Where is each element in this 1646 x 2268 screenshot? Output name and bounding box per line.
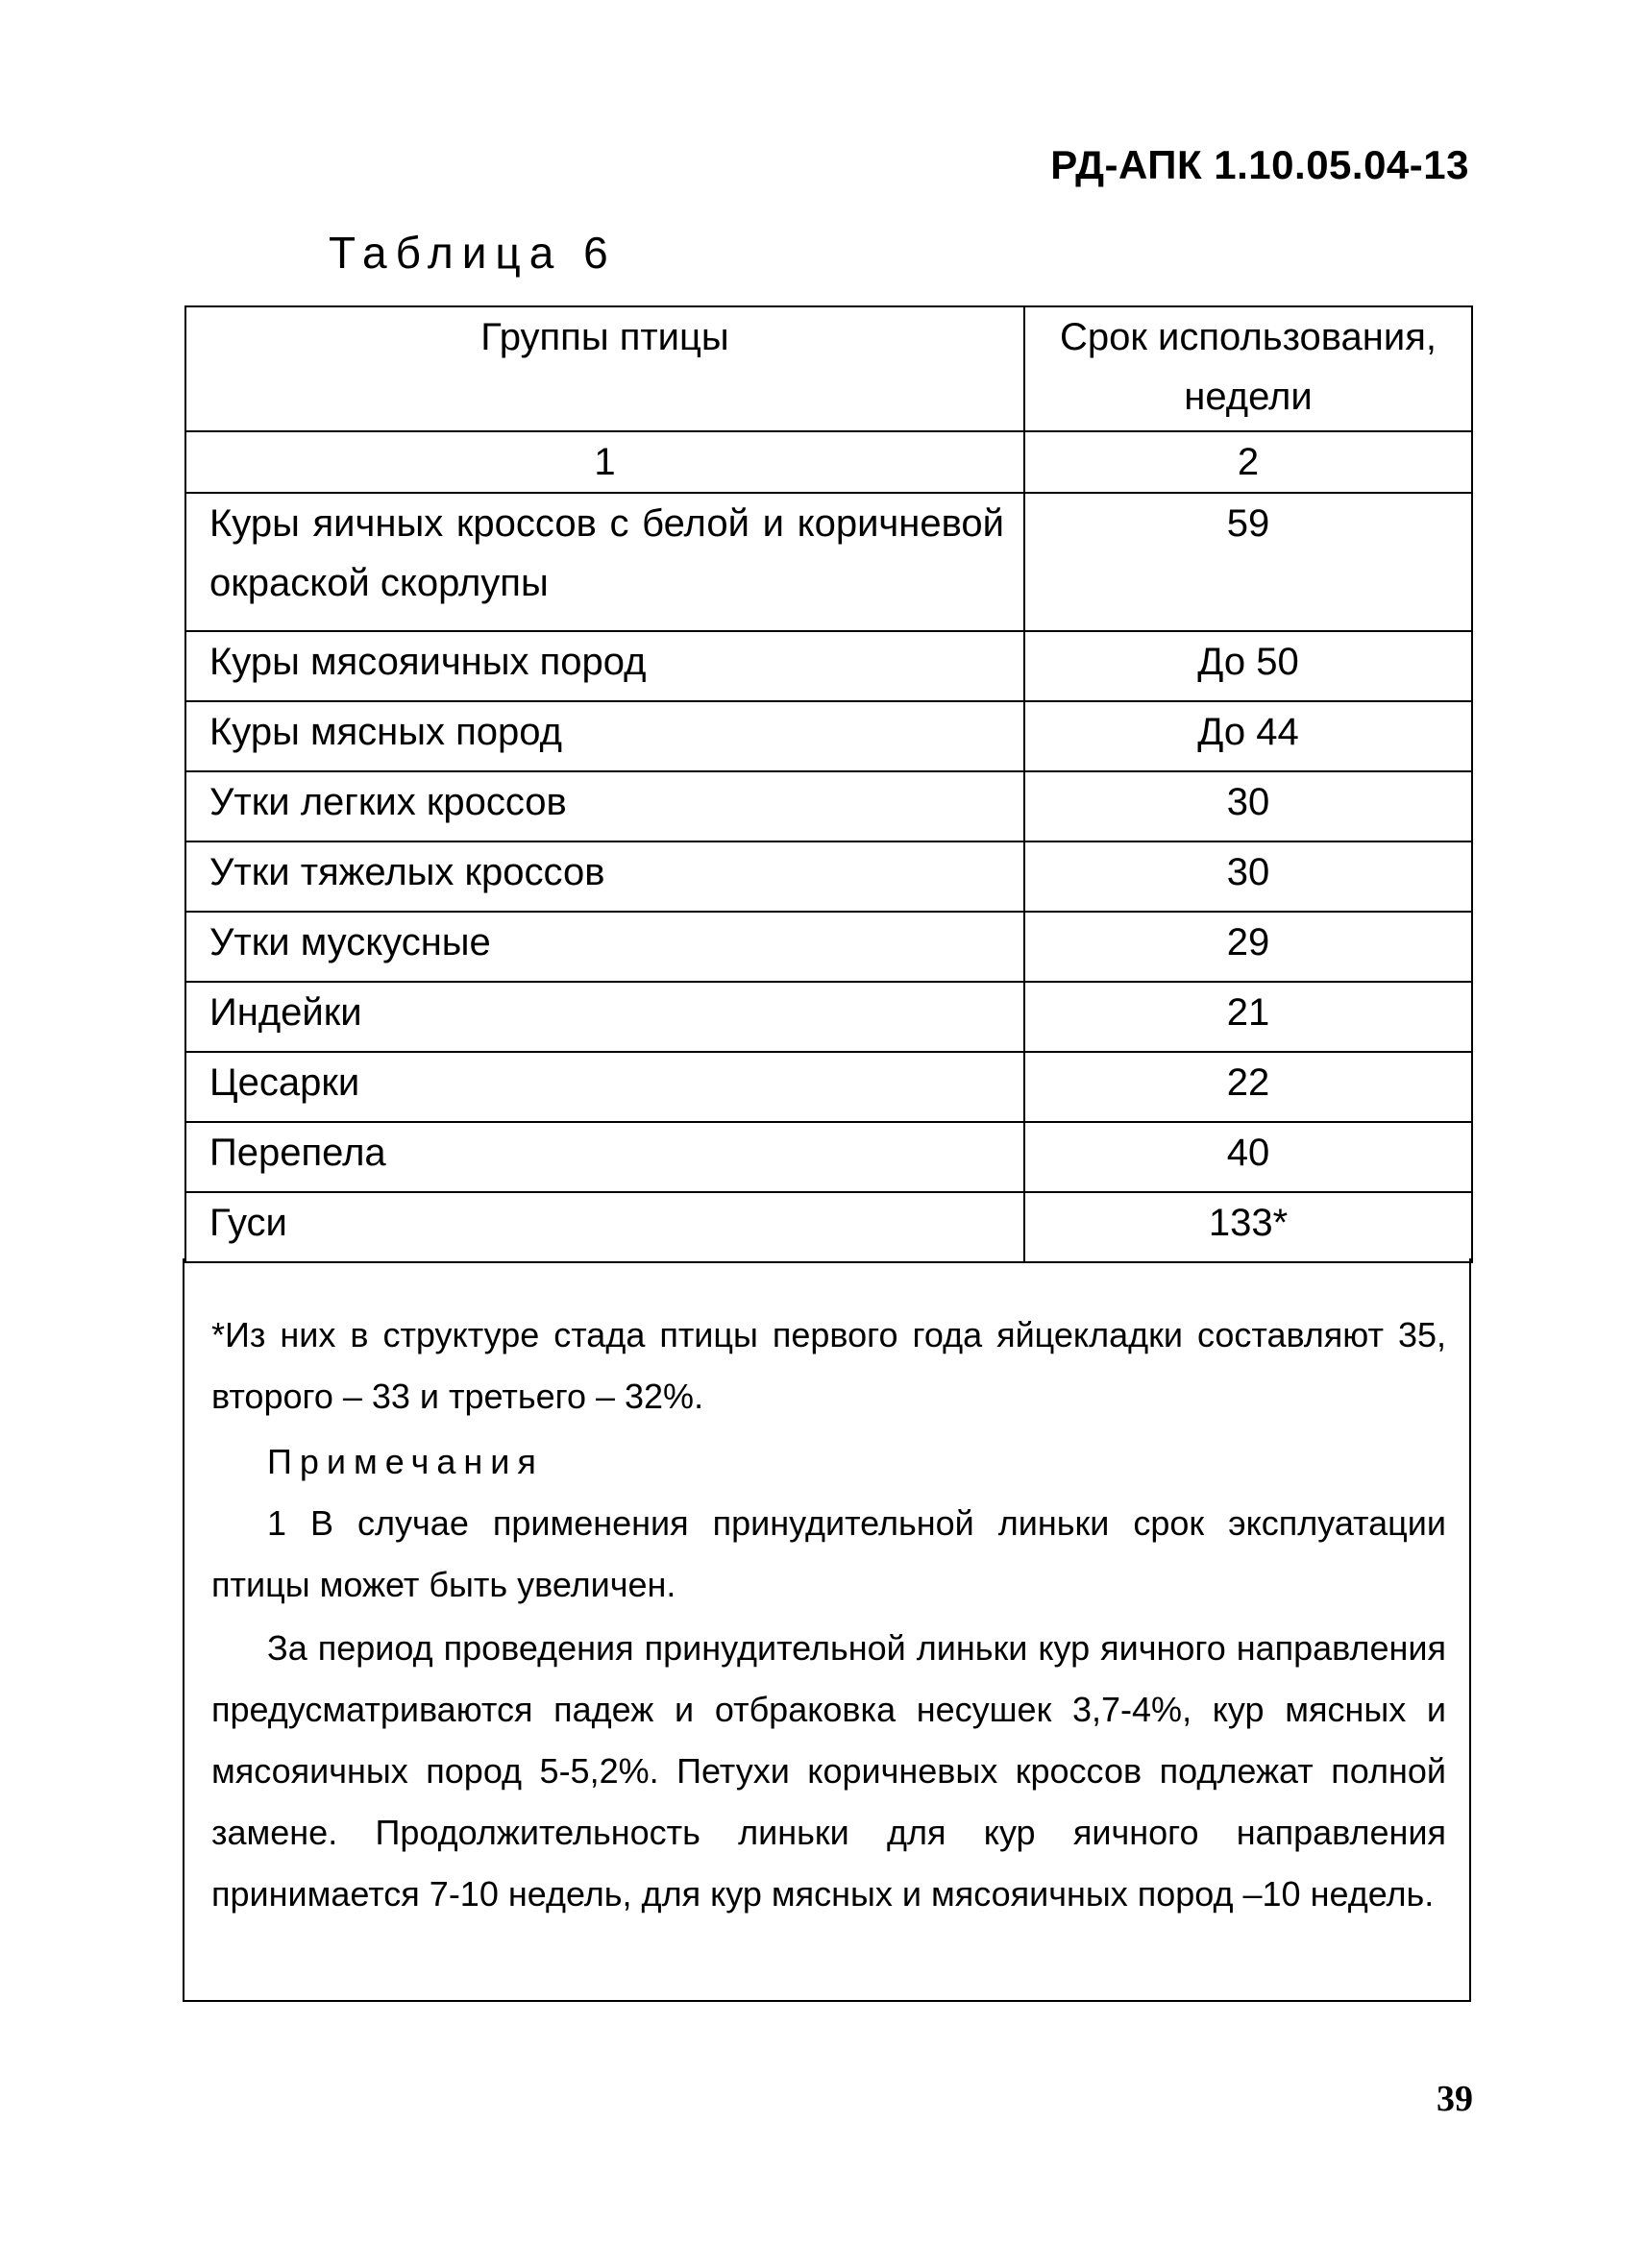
table-row bbox=[185, 1052, 1472, 1122]
table-title: Таблица 6 bbox=[329, 228, 617, 278]
group-cell: Куры мясояичных пород bbox=[185, 631, 1024, 701]
column-number: 2 bbox=[1024, 431, 1472, 493]
column-number-row bbox=[185, 431, 1472, 493]
note-2: За период проведения принудительной линьки кур яичного направления предусматриваются падеж и отбраковка несушек 3,7-4%, кур мясных и мясояичных пород 5-5,2%. Петухи коричневых кроссов подлежат полной замене. Продолжительность линьки для кур яичного направления принимается 7-10 недель, для кур мясных и мясояичных пород –10 недель. bbox=[211, 1628, 1446, 1914]
table-row bbox=[185, 631, 1472, 701]
table-row bbox=[185, 701, 1472, 771]
group-cell: Утки легких кроссов bbox=[185, 771, 1024, 841]
header-usage-term: Срок использования, недели bbox=[1024, 306, 1472, 431]
table-row bbox=[185, 982, 1472, 1052]
table-row bbox=[185, 1122, 1472, 1192]
poultry-usage-table bbox=[184, 305, 1473, 1263]
weeks-cell: До 50 bbox=[1024, 631, 1472, 701]
weeks-cell: 30 bbox=[1024, 841, 1472, 912]
group-cell: Цесарки bbox=[185, 1052, 1024, 1122]
weeks-cell: 29 bbox=[1024, 912, 1472, 982]
group-cell: Индейки bbox=[185, 982, 1024, 1052]
group-cell: Куры яичных кроссов с белой и коричневой окраской скорлупы bbox=[185, 493, 1024, 631]
group-cell: Утки мускусные bbox=[185, 912, 1024, 982]
group-cell: Куры мясных пород bbox=[185, 701, 1024, 771]
table-row bbox=[185, 493, 1472, 631]
table-row bbox=[185, 912, 1472, 982]
table-row bbox=[185, 841, 1472, 912]
weeks-cell: 22 bbox=[1024, 1052, 1472, 1122]
page-number: 39 bbox=[1437, 2079, 1473, 2119]
document-code: РД-АПК 1.10.05.04-13 bbox=[1050, 142, 1469, 187]
weeks-cell: 21 bbox=[1024, 982, 1472, 1052]
notes-block bbox=[183, 1258, 1471, 2002]
group-cell: Перепела bbox=[185, 1122, 1024, 1192]
group-cell: Гуси bbox=[185, 1192, 1024, 1262]
footnote: *Из них в структуре стада птицы первого года яйцекладки составляют 35, второго – 33 и третьего – 32%. bbox=[211, 1315, 1446, 1416]
notes-heading: Примечания bbox=[267, 1442, 544, 1481]
table-row bbox=[185, 1192, 1472, 1262]
group-cell: Утки тяжелых кроссов bbox=[185, 841, 1024, 912]
weeks-cell: 133* bbox=[1024, 1192, 1472, 1262]
table-row bbox=[185, 771, 1472, 841]
header-groups: Группы птицы bbox=[185, 306, 1024, 431]
weeks-cell: 30 bbox=[1024, 771, 1472, 841]
weeks-cell: 40 bbox=[1024, 1122, 1472, 1192]
weeks-cell: 59 bbox=[1024, 493, 1472, 631]
table-header-row bbox=[185, 306, 1472, 431]
weeks-cell: До 44 bbox=[1024, 701, 1472, 771]
column-number: 1 bbox=[185, 431, 1024, 493]
note-1: 1 В случае применения принудительной линьки срок эксплуатации птицы может быть увеличен. bbox=[211, 1503, 1446, 1604]
